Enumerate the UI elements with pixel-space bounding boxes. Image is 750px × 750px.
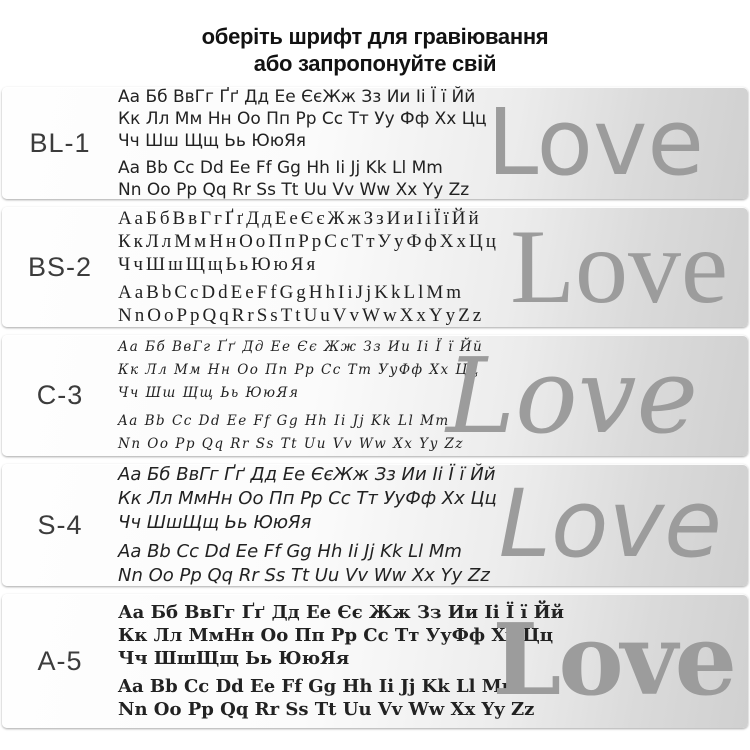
cyrillic-line: Чч Шш Щщ Ьь ЮюЯя xyxy=(118,384,300,401)
latin-line: Nn Oo Pp Qq Rr Ss Tt Uu Vv Ww Xx Yy Zz xyxy=(118,699,535,720)
cyrillic-line: Аа Бб ВвГг Ґґ Дд Ее ЄєЖж Зз Ии Іі Ї ї Йй xyxy=(118,463,496,485)
font-code-label: BL-1 xyxy=(29,127,91,158)
title-line-2: або запропонуйте свій xyxy=(253,51,497,76)
latin-line: NnOoPpQqRrSsTtUuVvWwXxYyZz xyxy=(118,305,485,326)
latin-line: Aa Bb Cc Dd Ee Ff Gg Hh Ii Jj Kk Ll Mm xyxy=(118,412,450,429)
sample-word-love: Love xyxy=(446,334,698,457)
font-option-c-3[interactable] xyxy=(2,335,748,456)
sample-word-love: Love xyxy=(498,470,722,579)
cyrillic-line: Аа Бб ВвГг Ґґ Дд Ее Єє Жж Зз Ии Іі Ї ї Йй xyxy=(118,602,565,623)
font-code-label: C-3 xyxy=(36,380,84,410)
latin-line: Aa Bb Cc Dd Ee Ff Gg Hh Ii Jj Kk Ll Mm xyxy=(118,540,462,562)
font-code-label: S-4 xyxy=(37,509,83,540)
latin-line: Nn Oo Pp Qq Rr Ss Tt Uu Vv Ww Xx Yy Zz xyxy=(118,179,470,200)
title-line-1: оберіть шрифт для гравіювання xyxy=(201,24,549,49)
cyrillic-line: Чч ШшЩщ Ьь ЮюЯя xyxy=(118,648,350,669)
cyrillic-line: Аа Бб ВвГг Ґґ Дд Ее ЄєЖж Зз Ии Іі Ї ї Йй xyxy=(118,86,476,107)
cyrillic-line: КкЛлМмНнОоПпРрСсТтУуФфХхЦц xyxy=(118,231,499,252)
cyrillic-line: Кк Лл Мм Нн Оо Пп Рр Сс Тт УуФф Хх Цц xyxy=(118,361,480,378)
cyrillic-line: ЧчШшЩщЬьЮюЯя xyxy=(118,254,319,275)
cyrillic-line: Кк Лл МмНн Оо Пп Рр Сс Тт УуФф Хх Цц xyxy=(118,487,497,509)
sample-word-love: Love xyxy=(492,603,734,718)
font-option-bs-2[interactable] xyxy=(2,207,748,327)
font-option-bl-1[interactable] xyxy=(2,87,748,199)
font-code-label: A-5 xyxy=(37,645,83,676)
latin-line: Aa Bb Cc Dd Ee Ff Gg Hh Ii Jj Kk Ll Mm xyxy=(118,676,521,697)
font-code-label: BS-2 xyxy=(27,251,93,282)
cyrillic-line: Аа Бб ВвГг Ґґ Дд Ее Єє Жж Зз Ии Іі Ї ї Йй xyxy=(118,338,484,355)
latin-line: Nn Oo Pp Qq Rr Ss Tt Uu Vv Ww Xx Yy Zz xyxy=(118,564,490,586)
page-title xyxy=(0,0,750,77)
latin-line: Aa Bb Cc Dd Ee Ff Gg Hh Ii Jj Kk Ll Mm xyxy=(118,157,443,178)
cyrillic-line: Чч Шш Щщ Ьь ЮюЯя xyxy=(118,130,307,151)
cyrillic-line: Чч ШшЩщ Ьь ЮюЯя xyxy=(118,511,312,533)
cyrillic-line: АаБбВвГгҐґДдЕеЄєЖжЗзИиІіЇїЙй xyxy=(118,208,482,229)
sample-word-love: Love xyxy=(487,89,704,196)
font-option-s-4[interactable] xyxy=(2,464,748,586)
cyrillic-line: Кк Лл МмНн Оо Пп Рр Сс Тт УуФф Хх Цц xyxy=(118,625,554,646)
latin-line: AaBbCcDdEeFfGgHhIiJjKkLlMm xyxy=(118,282,465,303)
font-option-a-5[interactable] xyxy=(2,594,748,728)
sample-word-love: Love xyxy=(510,208,728,325)
latin-line: Nn Oo Pp Qq Rr Ss Tt Uu Vv Ww Xx Yy Zz xyxy=(118,435,464,452)
cyrillic-line: Кк Лл Мм Нн Оо Пп Рр Сс Тт Уу Фф Хх Цц xyxy=(118,108,487,129)
